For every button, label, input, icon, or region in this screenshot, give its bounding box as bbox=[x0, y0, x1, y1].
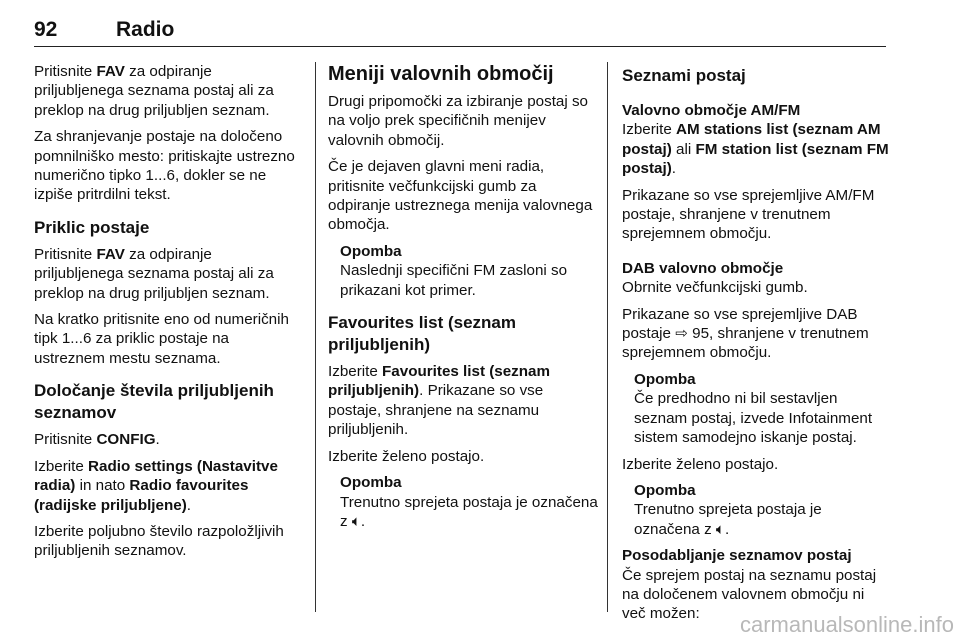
paragraph: Pritisnite CONFIG. bbox=[34, 431, 160, 449]
paragraph: Izberite poljubno število razpoložljivih priljubljenih seznamov. bbox=[34, 522, 284, 560]
subheading-am-fm: Valovno območje AM/FM bbox=[622, 102, 801, 119]
page-number: 92 bbox=[34, 18, 58, 41]
paragraph: Izberite želeno postajo. bbox=[622, 455, 779, 473]
paragraph: Izberite Radio settings (Nastavitve radia) in nato Radio favourites (radijske priljubljene). bbox=[34, 457, 278, 514]
paragraph: Prikazane so vse sprejemljive DAB postaje ⇨ 95, shranjene v trenutnem sprejemnem območju. bbox=[622, 305, 869, 362]
paragraph: Izberite želeno postajo. bbox=[328, 447, 485, 465]
paragraph: Pritisnite FAV za odpiranje priljubljenega seznama postaj ali za preklop na drug priljubljen seznam. bbox=[34, 245, 274, 302]
column-3 bbox=[622, 62, 890, 631]
paragraph: Pritisnite FAV za odpiranje priljubljenega seznama postaj ali za preklop na drug priljubljen seznam. bbox=[34, 63, 274, 119]
note-text: Trenutno sprejeta postaja je označena z 🔈︎. bbox=[340, 493, 598, 530]
paragraph: Izberite Favourites list (seznam priljubljenih). Prikazane so vse postaje, shranjene na seznamu priljubljenih. bbox=[328, 363, 550, 439]
column-divider bbox=[315, 62, 316, 612]
heading-priklic-postaje: Priklic postaje bbox=[34, 217, 150, 237]
paragraph: Izberite AM stations list (seznam AM postaj) ali FM station list (seznam FM postaj). bbox=[622, 121, 889, 178]
note-box bbox=[622, 481, 890, 539]
note-title: Opomba bbox=[634, 481, 696, 499]
section-title: Radio bbox=[116, 18, 175, 41]
paragraph: Če je dejaven glavni meni radia, pritisnite večfunkcijski gumb za odpiranje ustreznega menija valovnega območja. bbox=[328, 158, 593, 234]
heading-seznami-postaj: Seznami postaj bbox=[622, 66, 746, 85]
note-title: Opomba bbox=[634, 370, 696, 388]
note-box bbox=[622, 370, 890, 448]
paragraph: Na kratko pritisnite eno od numeričnih tipk 1...6 za priklic postaje na ustreznem mestu seznama. bbox=[34, 311, 289, 367]
note-title: Opomba bbox=[340, 242, 402, 260]
column-divider bbox=[607, 62, 608, 612]
heading-favourites-list: Favourites list (seznam priljubljenih) bbox=[328, 313, 517, 355]
note-box bbox=[328, 473, 598, 531]
paragraph: Obrnite večfunkcijski gumb. bbox=[622, 279, 808, 297]
heading-meniji-valovnih-obmocij: Meniji valovnih območij bbox=[328, 63, 554, 85]
note-text: Če predhodno ni bil sestavljen seznam postaj, izvede Infotainment sistem samodejno iskanje postaj. bbox=[634, 390, 873, 447]
paragraph: Drugi pripomočki za izbiranje postaj so na voljo prek specifičnih menijev valovnih območij. bbox=[328, 93, 588, 149]
heading-dolocanje-stevila: Določanje števila priljubljenih seznamov bbox=[34, 381, 274, 423]
paragraph: Prikazane so vse sprejemljive AM/FM postaje, shranjene v trenutnem sprejemnem območju. bbox=[622, 186, 875, 243]
column-1 bbox=[34, 62, 304, 568]
watermark: carmanualsonline.info bbox=[739, 612, 954, 637]
subheading-posodabljanje: Posodabljanje seznamov postaj bbox=[622, 547, 852, 565]
subheading-dab: DAB valovno območje bbox=[622, 259, 784, 277]
note-text: Trenutno sprejeta postaja je označena z 🔈︎. bbox=[634, 501, 822, 538]
column-2 bbox=[328, 62, 598, 538]
note-box bbox=[328, 242, 598, 300]
paragraph: Za shranjevanje postaje na določeno pomnilniško mesto: pritiskajte ustrezno numerično tipko 1...6, dokler se ne izpiše pritrdilni tekst. bbox=[34, 128, 295, 204]
note-text: Naslednji specifični FM zasloni so prikazani kot primer. bbox=[340, 262, 568, 299]
page-header bbox=[34, 8, 886, 47]
note-title: Opomba bbox=[340, 474, 402, 492]
paragraph: Če sprejem postaj na seznamu postaj na določenem valovnem območju ni več možen: bbox=[622, 566, 877, 623]
